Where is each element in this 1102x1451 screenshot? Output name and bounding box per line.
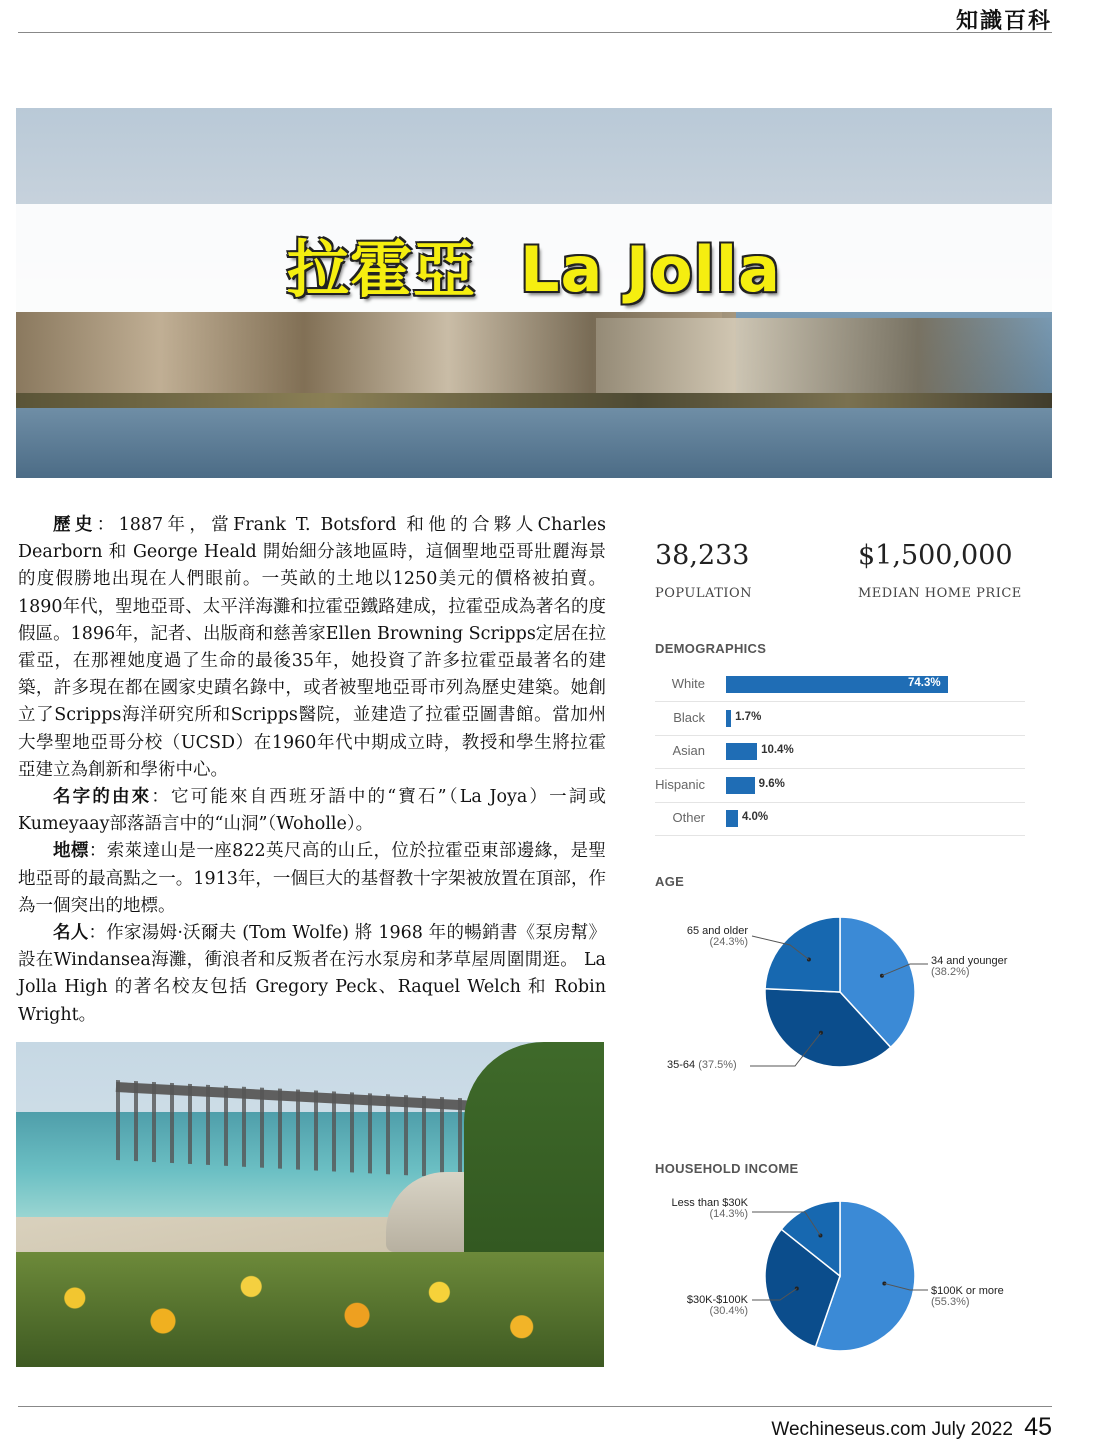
people-paragraph [18, 920, 606, 1029]
age-title: AGE [655, 874, 685, 889]
demographics-category: Hispanic [655, 776, 705, 792]
hero-title-en: La Jolla [520, 233, 781, 306]
demographics-category: Other [672, 810, 705, 825]
demographics-row [655, 735, 1025, 769]
demographics-row [655, 668, 1025, 702]
population-label: POPULATION [655, 586, 753, 601]
hero-title-zh: 拉霍亞 [287, 233, 477, 306]
home-price-value: $1,500,000 [858, 540, 1013, 571]
demographics-bar [726, 810, 738, 827]
demographics-row [655, 802, 1025, 836]
demographics-row [655, 769, 1025, 803]
footer-site: Wechineseus.com [771, 1419, 927, 1440]
age-label-34: 34 and younger (38.2%) [931, 955, 1008, 978]
income-label-low: Less than $30K (14.3%) [671, 1197, 748, 1220]
demographics-category: Asian [672, 743, 705, 758]
demographics-value: 10.4% [761, 744, 794, 756]
hero-banner [16, 108, 1052, 478]
income-label-mid: $30K-$100K (30.4%) [686, 1294, 748, 1317]
landmark-heading: 地標 [53, 841, 89, 862]
home-price-label: MEDIAN HOME PRICE [858, 586, 1022, 601]
age-label-35: 35-64 (37.5%) [667, 1059, 737, 1071]
footer-date: July 2022 [931, 1419, 1013, 1440]
demographics-value: 74.3% [908, 677, 941, 689]
demographics-bar [726, 777, 755, 794]
age-label-65: 65 and older (24.3%) [686, 925, 748, 948]
demographics-bar [726, 743, 757, 760]
landmark-text: ：索萊達山是一座822英尺高的山丘，位於拉霍亞東部邊緣，是聖地亞哥的最高點之一。1913年，一個巨大的基督教十字架被放置在頂部，作為一個突出的地標。 [18, 841, 607, 916]
pier-photo [16, 1042, 604, 1367]
article-body [18, 512, 606, 1029]
section-label: 知識百科 [955, 8, 1052, 34]
history-heading: 歷史 [53, 515, 97, 535]
pier-flowers [16, 1252, 604, 1367]
page-footer [771, 1413, 1052, 1442]
demographics-category: Black [673, 709, 705, 725]
hero-sea [16, 408, 1052, 478]
demographics-title: DEMOGRAPHICS [655, 641, 767, 656]
name-origin-heading: 名字的由來 [53, 787, 152, 808]
people-heading: 名人 [53, 923, 89, 944]
demographics-value: 1.7% [735, 710, 762, 723]
demographics-value: 4.0% [741, 811, 769, 823]
top-divider [18, 32, 1052, 33]
name-origin-text: ：它可能來自西班牙語中的“寶石”（La Joya）一詞或Kumeyaay部落語言中的“山洞”（Woholle）。 [18, 787, 606, 835]
people-text: ：作家湯姆·沃爾夫 (Tom Wolfe) 將 1968 年的暢銷書《泵房幫》設在Windansea海灘，衝浪者和反叛者在污水泵房和茅草屋周圍閒逛。 La Jolla High 的著名校友包括 Gregory Peck、Raquel Welch 和 Robin Wright。 [18, 923, 607, 1025]
income-label-high: $100K or more (55.3%) [931, 1285, 1004, 1308]
income-title: HOUSEHOLD INCOME [655, 1161, 799, 1176]
demographics-bar [726, 710, 731, 727]
name-origin-paragraph [18, 784, 606, 838]
demographics-category: White [671, 676, 705, 691]
population-value: 38,233 [655, 540, 750, 571]
page-number: 45 [1024, 1413, 1052, 1441]
bottom-divider [18, 1406, 1052, 1407]
history-paragraph [18, 512, 606, 784]
demographics-value: 9.6% [758, 777, 785, 790]
history-text: ：1887年，當Frank T. Botsford 和他的合夥人Charles Dearborn 和 George Heald 開始細分該地區時，這個聖地亞哥壯麗海景的度假勝地出現在人們眼前。一英畝的土地以1250美元的價格被拍賣。1890年代，聖地亞哥、太平洋海灘和拉霍亞鐵路建成，拉霍亞成為著名的度假區。1896年，記者、出版商和慈善家Ellen Browning Scripps定居在拉霍亞，在那裡她度過了生命的最後35年，她投資了許多拉霍亞最著名的建築，許多現在都在國家史蹟名錄中，或者被聖地亞哥市列為歷史建築。她創立了Scripps海洋研究所和Scripps醫院，並建造了拉霍亞圖書館。當加州大學聖地亞哥分校（UCSD）在1960年代中期成立時，教授和學生將拉霍亞建立為創新和學術中心。 [18, 515, 607, 780]
demographics-row [655, 702, 1025, 736]
hero-title [16, 220, 1052, 309]
landmark-paragraph [18, 838, 606, 920]
